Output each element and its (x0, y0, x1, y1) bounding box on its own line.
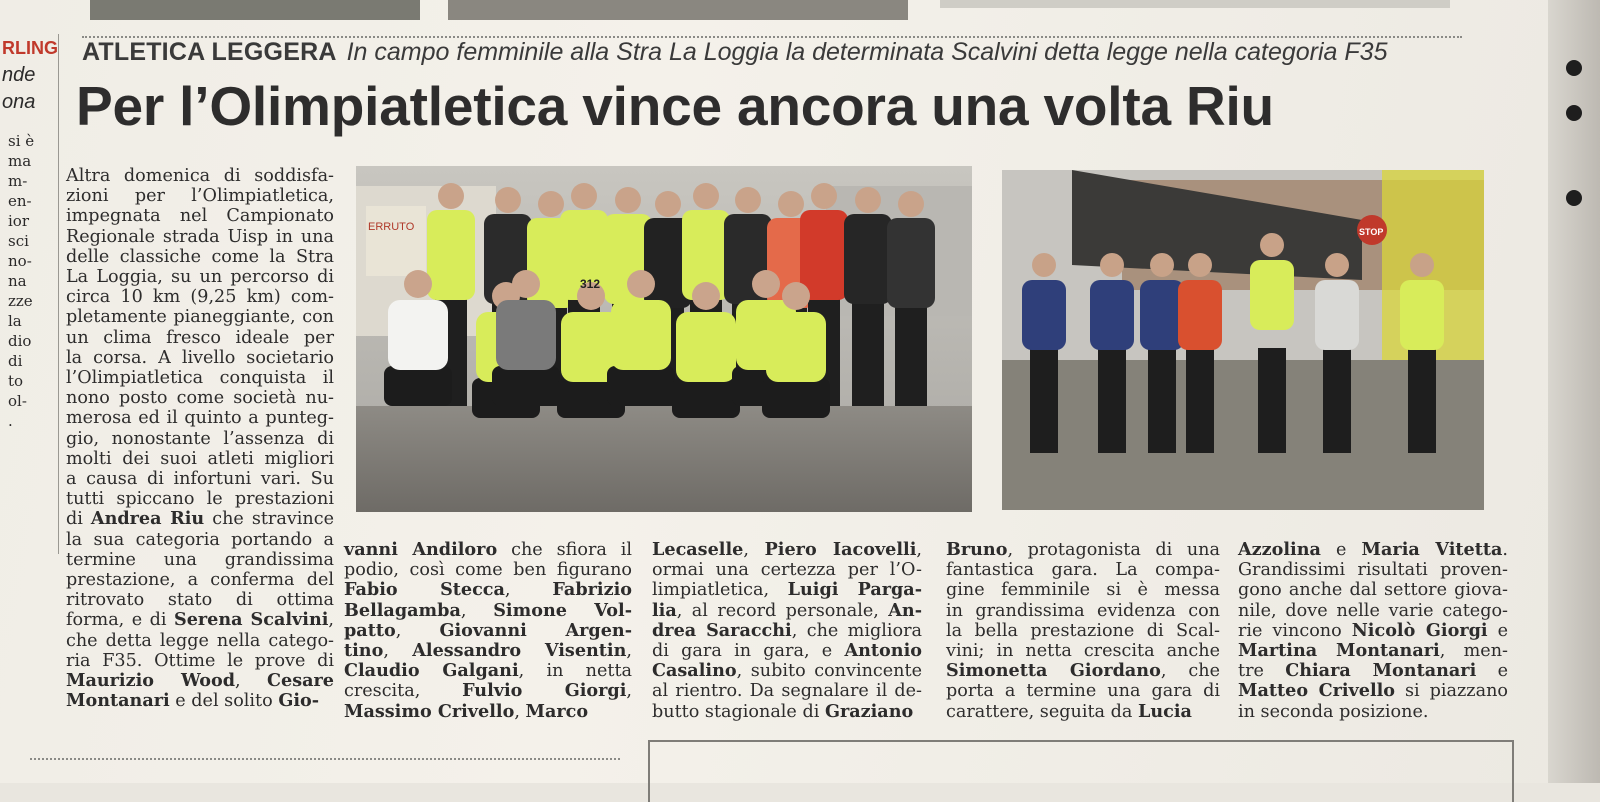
section-category: ATLETICA LEGGERA (82, 38, 337, 66)
article-text-line: tre Chiara Montanari e (1238, 660, 1508, 682)
article-column-5 (1238, 540, 1508, 722)
adjacent-article-text-line: la (8, 312, 22, 330)
adjacent-article-text-line: ol- (8, 392, 27, 410)
article-text-line: ritrovato stato di ottima (66, 590, 334, 611)
adjacent-article-text-line: si è (8, 132, 35, 150)
article-text-line: Azzolina e Maria Vitetta. (1238, 539, 1508, 560)
article-text-line: prestazione, a conferma del (66, 570, 334, 591)
adjacent-article-text-line: zze (8, 292, 33, 310)
race-bib: 312 (580, 277, 601, 291)
next-article-box (648, 740, 1514, 802)
article-text-line: un clima fresco ideale per (66, 327, 334, 348)
adjacent-headline-line: nde (2, 64, 36, 86)
article-text-line: carattere, seguita da Lucia (946, 700, 1192, 722)
article-text-line: Matteo Crivello si piazzano (1238, 680, 1508, 702)
adjacent-article-text-line: na (8, 272, 27, 290)
article-text-line: termine una grandissima (66, 549, 334, 570)
previous-photo-strip-3 (940, 0, 1450, 8)
article-text-line: vini; in netta crescita anche (946, 641, 1220, 662)
article-text-line: Maurizio Wood, Cesare (66, 670, 334, 692)
article-text-line: nile, dove nelle varie catego- (1238, 600, 1508, 621)
article-text-line: limpiatletica, Luigi Parga- (652, 579, 923, 601)
article-text-line: al rientro. Da segnalare il de- (652, 681, 922, 702)
article-text-line: podio, così come ben figurano (344, 560, 632, 581)
article-text-line: Claudio Galgani, in netta (344, 660, 632, 682)
article-headline: Per l’Olimpiatletica vince ancora una volta Riu (76, 75, 1274, 137)
article-column-1 (66, 166, 334, 711)
article-text-line: che detta legge nella catego- (66, 630, 334, 651)
article-text-line: Casalino, subito convincente (652, 660, 922, 682)
adjacent-article-text-line: m- (8, 172, 28, 190)
article-text-line: Martina Montanari, men- (1238, 640, 1508, 662)
adjacent-headline-line: ona (2, 91, 36, 113)
article-text-line: a causa di infortuni vari. Su (66, 469, 334, 490)
team-photo (356, 166, 972, 512)
article-text-line: ormai una certezza per l’O- (652, 560, 922, 581)
article-text-line: zioni per l’Olimpiatletica, (66, 186, 334, 207)
article-text-line: Montanari e del solito Gio- (66, 690, 320, 712)
adjacent-article-text-line: sci (8, 232, 29, 250)
article-text-line: pletamente pianeggiante, con (66, 307, 334, 328)
previous-photo-strip-1 (90, 0, 420, 20)
article-text-line: delle classiche come la Stra (66, 246, 334, 267)
article-text-line: Altra domenica di soddisfa- (66, 166, 334, 186)
article-text-line: Grandissimi risultati proven- (1238, 560, 1508, 581)
race-photo (1002, 170, 1484, 510)
article-text-line: vanni Andiloro che sfiora il (344, 539, 632, 560)
bottom-rule (30, 758, 620, 760)
article-text-line: tutti spiccano le prestazioni (66, 489, 334, 510)
adjacent-article-tag: RLING (2, 38, 58, 58)
article-text-line: crescita, Fulvio Giorgi, (344, 680, 632, 702)
article-text-line: Regionale strada Uisp in una (66, 226, 334, 247)
article-text-line: gio, nonostante l’assenza di (66, 428, 334, 449)
article-text-line: Fabio Stecca, Fabrizio (344, 579, 632, 601)
article-text-line: La Loggia, su un percorso di (66, 267, 334, 288)
article-text-line: ria F35. Ottime le prove di (66, 650, 334, 671)
article-text-line: merosa ed il quinto a punteg- (66, 408, 334, 429)
article-text-line: in seconda posizione. (1238, 701, 1429, 722)
adjacent-article-text-line: en- (8, 192, 32, 210)
adjacent-article-text-line: to (8, 372, 24, 390)
column-divider (58, 34, 59, 554)
stop-sign-text: STOP (1359, 227, 1384, 237)
banner-text: ERRUTO (368, 221, 415, 233)
article-text-line: l’Olimpiatletica conquista il (66, 368, 334, 389)
article-text-line: gine femminile si è messa (946, 580, 1220, 601)
article-text-line: molti dei suoi atleti migliori (66, 448, 334, 469)
article-text-line: porta a termine una gara di (946, 681, 1220, 702)
article-text-line: Bellagamba, Simone Vol- (344, 599, 632, 621)
adjacent-article-text-line: . (8, 412, 13, 430)
article-subtitle: In campo femminile alla Stra La Loggia la determinata Scalvini detta legge nella categoria F35 (346, 38, 1388, 66)
article-text-line: in grandissima evidenza con (946, 600, 1220, 621)
article-text-line: di gara in gara, e Antonio (652, 640, 922, 662)
article-text-line: circa 10 km (9,25 km) com- (66, 287, 334, 308)
adjacent-article-text-line: di (8, 352, 23, 370)
article-text-line: gono anche dal settore giova- (1238, 580, 1508, 601)
article-text-line: nono posto come società nu- (66, 388, 334, 409)
article-text-line: forma, e di Serena Scalvini, (66, 609, 335, 631)
article-kicker (82, 38, 1387, 67)
article-column-3 (652, 540, 922, 722)
article-text-line: di Andrea Riu che stravince (66, 508, 334, 530)
article-text-line: patto, Giovanni Argen- (344, 619, 633, 641)
adjacent-article-text-line: ior (8, 212, 29, 230)
article-text-line: impegnata nel Campionato (66, 206, 334, 227)
adjacent-article-text-line: ma (8, 152, 32, 170)
article-column-4 (946, 540, 1220, 722)
previous-photo-strip-2 (448, 0, 908, 20)
article-text-line: butto stagionale di Graziano (652, 700, 914, 722)
article-column-2 (344, 540, 632, 722)
article-text-line: fantastica gara. La compa- (946, 560, 1220, 581)
adjacent-article-text-line: no- (8, 252, 32, 270)
article-text-line: la sua categoria portando a (66, 529, 334, 550)
article-text-line: Simonetta Giordano, che (946, 660, 1220, 682)
article-text-line: Lecaselle, Piero Iacovelli, (652, 539, 922, 560)
article-text-line: drea Saracchi, che migliora (652, 619, 922, 641)
article-text-line: Massimo Crivello, Marco (344, 700, 589, 722)
article-text-line: la bella prestazione di Scal- (946, 620, 1220, 641)
adjacent-article-text-line: dio (8, 332, 32, 350)
article-text-line: lia, al record personale, An- (652, 599, 922, 621)
article-text-line: la corsa. A livello societario (66, 347, 334, 368)
article-text-line: rie vincono Nicolò Giorgi e (1238, 619, 1508, 641)
article-text-line: tino, Alessandro Visentin, (344, 640, 633, 662)
next-page-edge (1548, 0, 1600, 783)
article-text-line: Bruno, protagonista di una (946, 539, 1220, 560)
